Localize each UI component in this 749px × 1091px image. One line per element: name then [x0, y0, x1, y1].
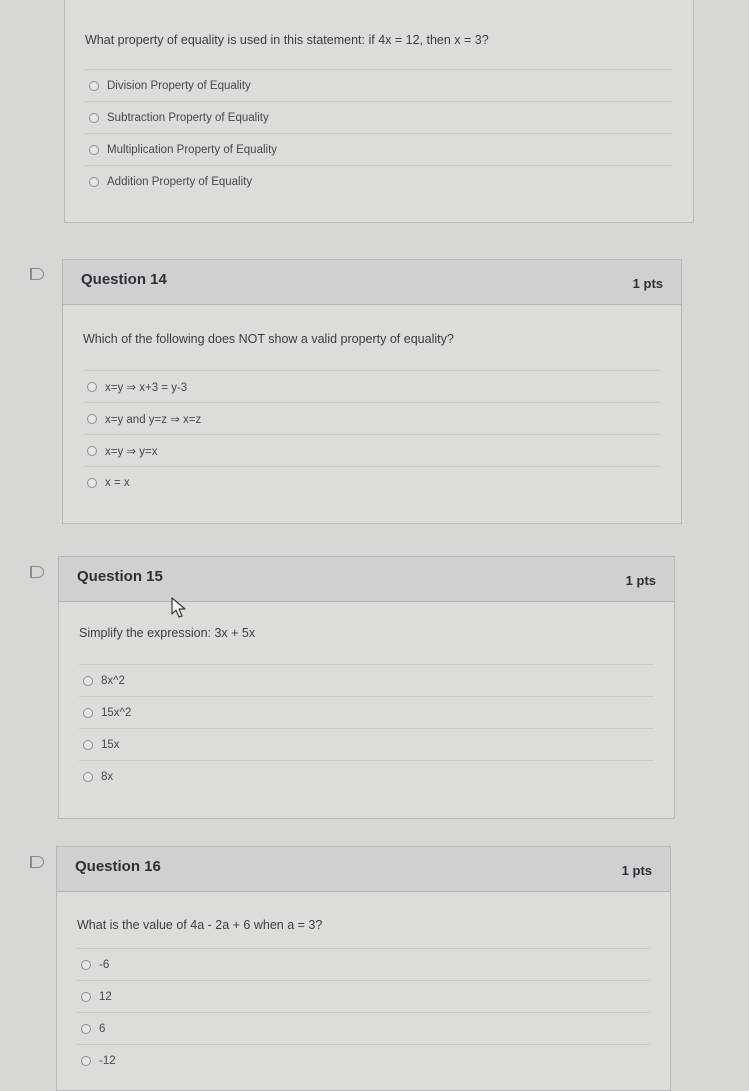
- question-points: 1 pts: [632, 276, 663, 291]
- flag-question-icon[interactable]: [30, 268, 44, 280]
- question-title: Question 16: [75, 858, 161, 875]
- question-card-16: [56, 846, 671, 1091]
- answer-option[interactable]: [83, 466, 661, 498]
- question-header: [59, 557, 674, 602]
- question-card-15: [58, 556, 675, 819]
- question-points: 1 pts: [621, 863, 652, 878]
- answer-option[interactable]: [77, 980, 650, 1012]
- question-text: Which of the following does NOT show a valid property of equality?: [83, 332, 454, 346]
- question-points: 1 pts: [625, 573, 656, 588]
- answer-option[interactable]: [79, 760, 654, 792]
- answer-label: 12: [99, 990, 112, 1003]
- radio-button[interactable]: [89, 113, 99, 123]
- answer-option[interactable]: [83, 434, 661, 466]
- answer-label: x=y ⇒ x+3 = y-3: [105, 381, 188, 394]
- radio-button[interactable]: [83, 772, 93, 782]
- answer-label: 8x^2: [101, 674, 125, 687]
- radio-button[interactable]: [83, 740, 93, 750]
- mouse-cursor-icon: [170, 597, 188, 619]
- answer-label: 6: [99, 1022, 106, 1035]
- answer-option[interactable]: [77, 948, 650, 980]
- answer-label: 15x: [101, 738, 120, 751]
- radio-button[interactable]: [87, 446, 97, 456]
- radio-button[interactable]: [87, 414, 97, 424]
- answer-option[interactable]: [83, 402, 661, 434]
- radio-button[interactable]: [81, 1024, 91, 1034]
- answer-option[interactable]: [79, 696, 654, 728]
- flag-question-icon[interactable]: [30, 856, 44, 868]
- radio-button[interactable]: [81, 992, 91, 1002]
- answer-option[interactable]: [79, 728, 654, 760]
- answer-option[interactable]: [77, 1044, 650, 1076]
- radio-button[interactable]: [87, 478, 97, 488]
- answer-label: 8x: [101, 770, 114, 783]
- question-text: What property of equality is used in this statement: if 4x = 12, then x = 3?: [85, 33, 489, 47]
- answer-label: Multiplication Property of Equality: [107, 143, 278, 156]
- answer-label: -6: [99, 958, 110, 971]
- question-text: Simplify the expression: 3x + 5x: [79, 626, 256, 640]
- answer-option[interactable]: [83, 370, 661, 402]
- answer-option[interactable]: [77, 1012, 650, 1044]
- radio-button[interactable]: [81, 1056, 91, 1066]
- answer-label: Addition Property of Equality: [107, 175, 253, 188]
- answer-option[interactable]: [85, 165, 673, 197]
- question-card-13: [64, 0, 694, 223]
- question-title: Question 14: [81, 271, 167, 288]
- flag-question-icon[interactable]: [30, 566, 44, 578]
- answer-label: x = x: [105, 476, 130, 489]
- radio-button[interactable]: [89, 145, 99, 155]
- answer-option[interactable]: [85, 133, 673, 165]
- radio-button[interactable]: [87, 382, 97, 392]
- radio-button[interactable]: [83, 708, 93, 718]
- question-header: [57, 847, 670, 892]
- answer-label: x=y ⇒ y=x: [105, 445, 158, 458]
- question-text: What is the value of 4a - 2a + 6 when a = 3?: [77, 918, 323, 932]
- question-header: [63, 260, 681, 305]
- answer-label: Subtraction Property of Equality: [107, 111, 269, 124]
- answer-label: x=y and y=z ⇒ x=z: [105, 413, 202, 426]
- radio-button[interactable]: [83, 676, 93, 686]
- answer-label: -12: [99, 1054, 116, 1067]
- question-card-14: [62, 259, 682, 524]
- radio-button[interactable]: [89, 177, 99, 187]
- answer-label: 15x^2: [101, 706, 132, 719]
- radio-button[interactable]: [89, 81, 99, 91]
- radio-button[interactable]: [81, 960, 91, 970]
- answer-option[interactable]: [85, 69, 673, 101]
- question-title: Question 15: [77, 568, 163, 585]
- answer-label: Division Property of Equality: [107, 79, 251, 92]
- answer-option[interactable]: [79, 664, 654, 696]
- answer-option[interactable]: [85, 101, 673, 133]
